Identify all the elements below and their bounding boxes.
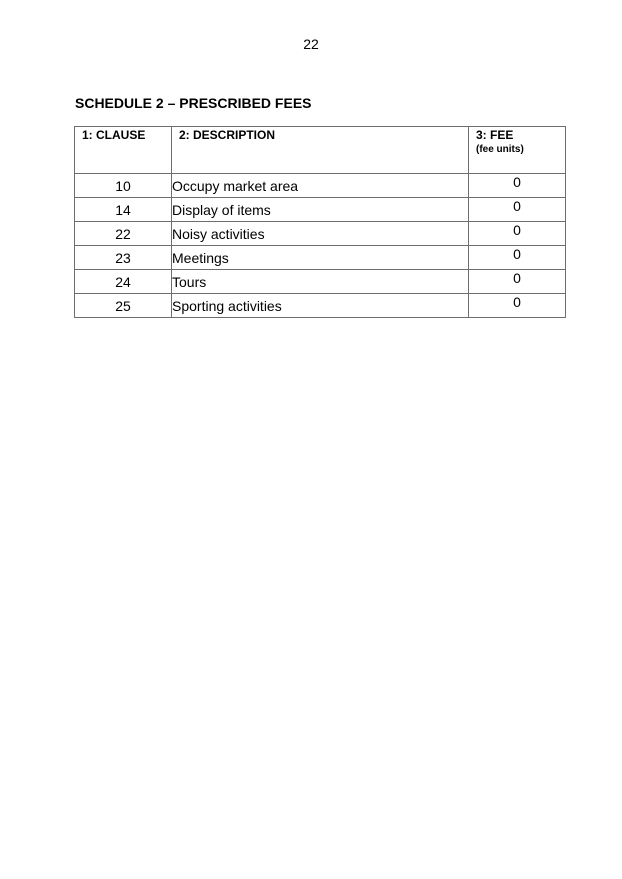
column-header-clause-label: 1: CLAUSE (82, 128, 146, 142)
table-row (75, 246, 566, 270)
column-header-description (172, 127, 469, 174)
fees-table (74, 126, 566, 318)
description-cell: Display of items (172, 198, 469, 222)
page-number: 22 (303, 36, 319, 52)
fee-cell: 0 (469, 198, 566, 222)
fee-cell: 0 (469, 270, 566, 294)
fee-cell: 0 (469, 294, 566, 318)
column-header-fee-units: (fee units) (476, 144, 524, 155)
table-row (75, 174, 566, 198)
fee-cell: 0 (469, 174, 566, 198)
fee-cell: 0 (469, 222, 566, 246)
description-cell: Sporting activities (172, 294, 469, 318)
description-cell: Noisy activities (172, 222, 469, 246)
description-cell: Tours (172, 270, 469, 294)
column-header-clause (75, 127, 172, 174)
clause-cell: 23 (75, 246, 172, 270)
clause-cell: 10 (75, 174, 172, 198)
table-row (75, 270, 566, 294)
description-cell: Occupy market area (172, 174, 469, 198)
clause-cell: 14 (75, 198, 172, 222)
table-row (75, 294, 566, 318)
description-cell: Meetings (172, 246, 469, 270)
clause-cell: 22 (75, 222, 172, 246)
table-header-row (75, 127, 566, 174)
column-header-fee-label: 3: FEE (476, 128, 514, 142)
clause-cell: 24 (75, 270, 172, 294)
table-row (75, 222, 566, 246)
clause-cell: 25 (75, 294, 172, 318)
fee-cell: 0 (469, 246, 566, 270)
column-header-description-label: 2: DESCRIPTION (179, 128, 276, 142)
schedule-title: SCHEDULE 2 – PRESCRIBED FEES (75, 95, 312, 111)
table-row (75, 198, 566, 222)
column-header-fee (469, 127, 566, 174)
